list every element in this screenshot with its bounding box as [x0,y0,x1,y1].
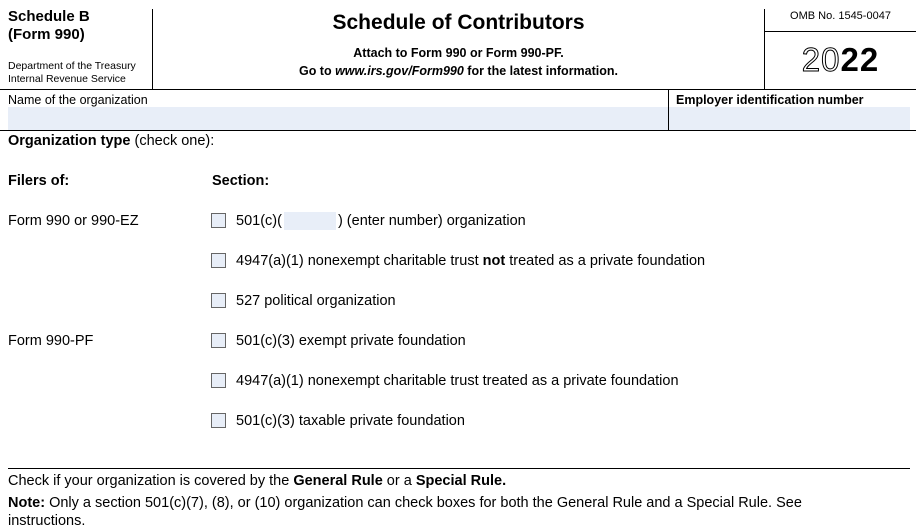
irs-url-link[interactable]: www.irs.gov/Form990 [335,64,464,78]
option-501c-other [236,212,526,230]
general-rule-term: General Rule [293,473,383,489]
option-501c3-taxable-pf: 501(c)(3) taxable private foundation [236,413,465,429]
schedule-name: Schedule B [8,8,90,25]
org-name-field[interactable] [8,107,668,130]
checkbox-501c3-taxable-pf[interactable] [211,413,226,428]
goto-prefix: Go to [298,64,336,78]
option-4947-prefix: 4947(a)(1) nonexempt charitable trust [236,253,483,269]
checkbox-501c-other[interactable] [211,213,226,228]
note-label: Note: [8,495,46,511]
rule-check-prefix: Check if your organization is covered by the [8,473,294,489]
note-line-2: instructions. [8,513,86,529]
rule-or: or a [382,473,416,489]
form-header [0,0,916,90]
form-990-label: Form 990 or 990-EZ [8,213,139,229]
organization-type-heading [8,132,214,150]
rule-period: . [502,473,507,489]
option-501c3-exempt-pf: 501(c)(3) exempt private foundation [236,333,466,349]
form-990pf-label: Form 990-PF [8,333,94,349]
option-501c-prefix: 501(c)( [236,213,282,229]
department-irs: Internal Revenue Service [8,73,126,85]
year-outline: 20 [801,41,841,78]
section-label: Section: [212,173,270,189]
option-4947-not-pf [236,252,705,270]
omb-divider [765,31,916,32]
option-527: 527 political organization [236,293,396,309]
section-number-field[interactable] [284,212,336,230]
option-4947-suffix: treated as a private foundation [505,253,706,269]
org-type-label: Organization type [8,133,131,149]
department-label [8,60,153,86]
checkbox-527[interactable] [211,293,226,308]
form-number: (Form 990) [8,26,85,43]
year-bold: 22 [840,41,880,78]
note-line-1 [8,494,802,512]
special-rule-term: Special Rule [415,473,503,489]
organization-name-row [0,90,916,131]
rule-check-instruction [8,472,506,490]
goto-suffix: for the latest information. [463,64,619,78]
note-text: Only a section 501(c)(7), (8), or (10) organization can check boxes for both the General Rule and a Special Rule. See [45,495,802,511]
ein-label: Employer identification number [676,93,864,107]
option-501c-suffix: ) (enter number) organization [337,213,526,229]
section-divider [8,468,910,469]
tax-year [765,40,916,80]
omb-number: OMB No. 1545-0047 [790,10,891,22]
checkbox-4947-not-pf[interactable] [211,253,226,268]
form-identifier [8,8,153,86]
org-name-label: Name of the organization [8,93,148,107]
checkbox-4947-pf[interactable] [211,373,226,388]
ein-field[interactable] [669,107,910,130]
goto-instruction [153,62,764,80]
form-title: Schedule of Contributors [332,11,585,34]
checkbox-501c3-exempt-pf[interactable] [211,333,226,348]
department-treasury: Department of the Treasury [8,60,136,72]
option-4947-not: not [482,253,506,269]
form-title-block [153,10,764,80]
org-type-instruction: (check one): [130,133,215,149]
filers-of-label: Filers of: [8,173,70,189]
option-4947-pf: 4947(a)(1) nonexempt charitable trust treated as a private foundation [236,373,679,389]
attach-instruction: Attach to Form 990 or Form 990-PF. [353,46,564,60]
